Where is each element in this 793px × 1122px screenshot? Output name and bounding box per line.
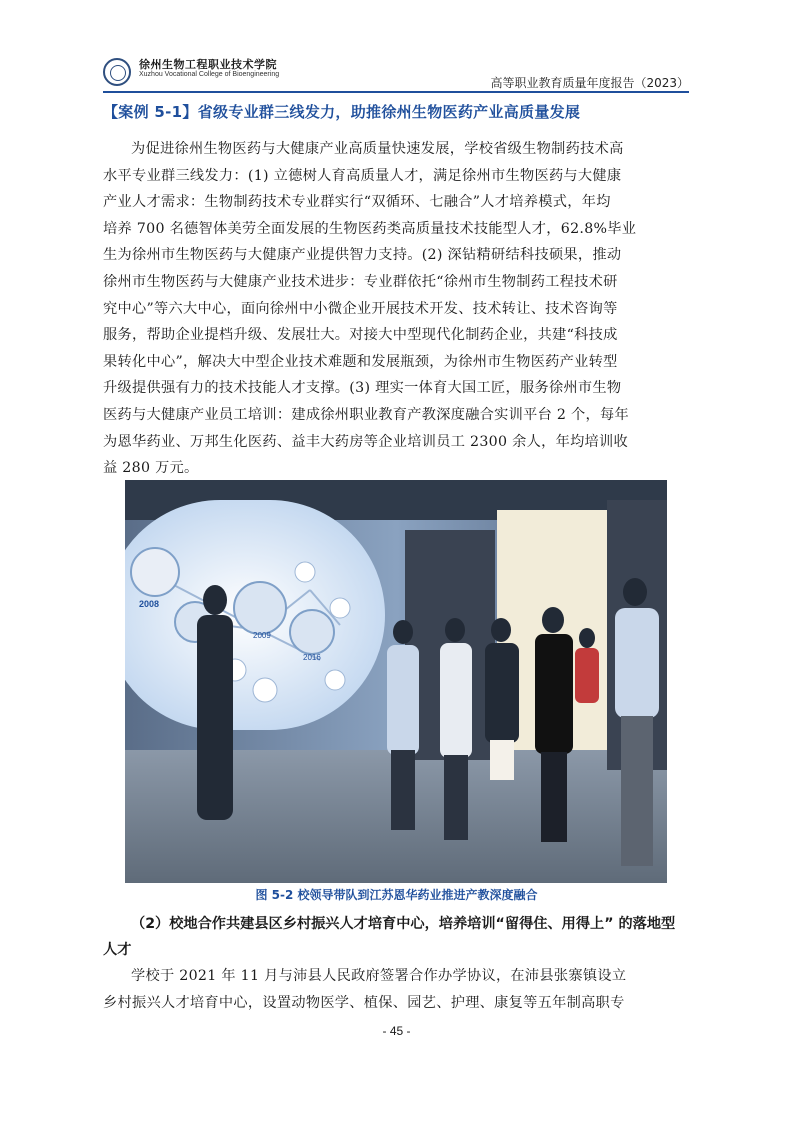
body-line: 培养 700 名德智体美劳全面发展的生物医药类高质量技术技能型人才，62.8%毕业 (103, 220, 637, 237)
body-paragraph-2 (103, 963, 689, 1017)
body-line: 究中心”等六大中心，面向徐州中小微企业开展技术开发、技术转让、技术咨询等 (103, 300, 618, 317)
body-line: 服务，帮助企业提档升级、发展壮大。对接大中型现代化制药企业，共建“科技成 (103, 327, 618, 344)
page-header (103, 52, 689, 94)
year-label-2009: 2009 (253, 631, 271, 640)
body-line: 生为徐州市生物医药与大健康产业提供智力支持。(2) 深钻精研结科技硕果，推动 (103, 247, 622, 264)
body-line: 为促进徐州生物医药与大健康产业高质量快速发展，学校省级生物制药技术高 (131, 141, 624, 157)
body-line: 医药与大健康产业员工培训：建成徐州职业教育产教深度融合实训平台 2 个，每年 (103, 406, 630, 423)
body-line: 乡村振兴人才培育中心，设置动物医学、植保、园艺、护理、康复等五年制高职专 (103, 995, 625, 1011)
section-subheading: （2）校地合作共建县区乡村振兴人才培育中心，培养培训“留得住、用得上” 的落地型人才 (103, 916, 676, 958)
body-line: 益 280 万元。 (103, 460, 199, 477)
body-line: 产业人才需求：生物制药技术专业群实行“双循环、七融合”人才培养模式，年均 (103, 194, 611, 211)
body-paragraph (103, 136, 689, 482)
header-divider (103, 91, 689, 93)
photo-illustration (125, 480, 667, 883)
year-label-2008: 2008 (139, 599, 160, 609)
body-line: 水平专业群三线发力：(1) 立德树人育高质量人才，满足徐州市生物医药与大健康 (103, 167, 622, 184)
school-name-cn: 徐州生物工程职业技术学院 (139, 58, 277, 71)
body-line: 为恩华药业、万邦生化医药、益丰大药房等企业培训员工 2300 余人，年均培训收 (103, 433, 629, 450)
body-line: 果转化中心”，解决大中型企业技术难题和发展瓶颈，为徐州市生物医药产业转型 (103, 353, 618, 370)
page-number: - 45 - (382, 1024, 411, 1038)
body-line: 学校于 2021 年 11 月与沛县人民政府签署合作办学协议，在沛县张寨镇设立 (131, 968, 627, 984)
figure-caption: 图 5-2 校领导带队到江苏恩华药业推进产教深度融合 (255, 888, 538, 902)
body-line: 徐州市生物医药与大健康产业技术进步：专业群依托“徐州市生物制药工程技术研 (103, 273, 618, 290)
school-logo-icon (103, 58, 131, 86)
exhibition-photo (125, 480, 667, 883)
case-title: 【案例 5-1】省级专业群三线发力，助推徐州生物医药产业高质量发展 (103, 103, 581, 121)
report-title: 高等职业教育质量年度报告（2023） (490, 76, 689, 90)
year-label-2016: 2016 (303, 653, 321, 662)
body-line: 升级提供强有力的技术技能人才支撑。(3) 理实一体育大国工匠，服务徐州市生物 (103, 380, 622, 397)
school-name-en: Xuzhou Vocational College of Bioengineering (139, 71, 280, 78)
